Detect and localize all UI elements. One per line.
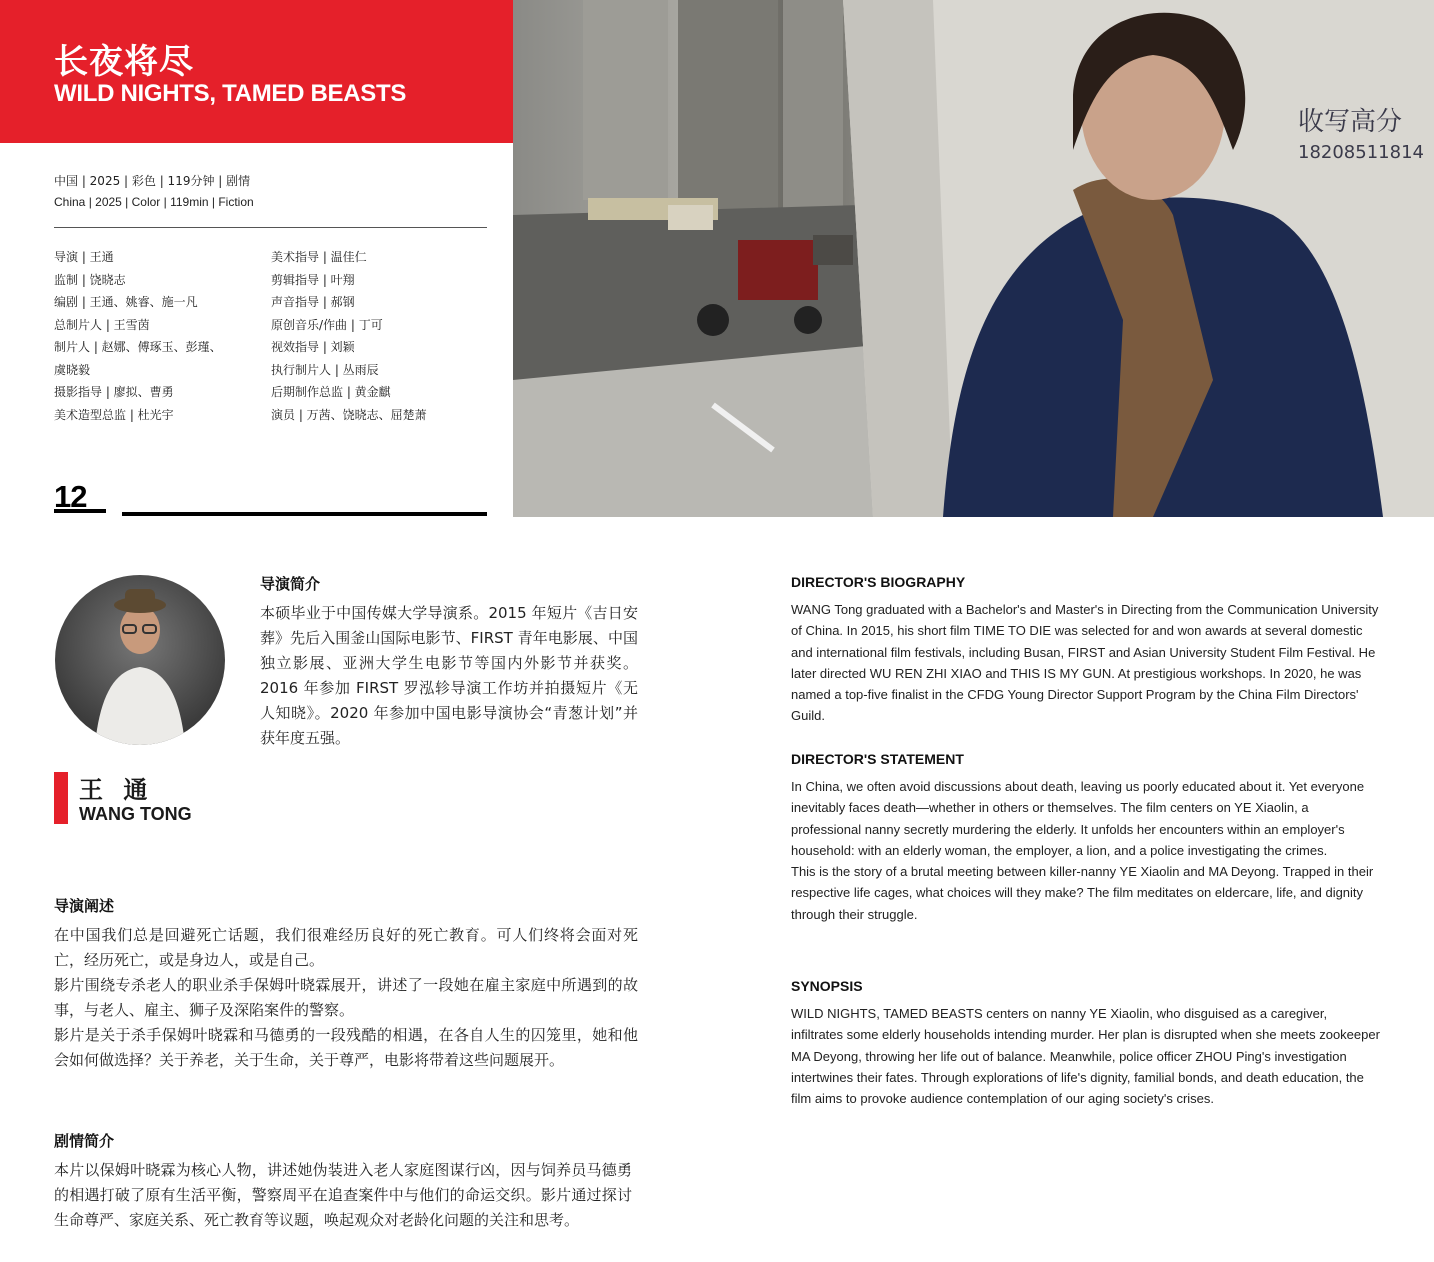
credit-line: 美术造型总监 | 杜光宇	[54, 407, 174, 422]
film-meta-en: China | 2025 | Color | 119min | Fiction	[54, 195, 254, 209]
credit-line: 执行制片人 | 丛雨辰	[271, 362, 379, 377]
synopsis-body-en: WILD NIGHTS, TAMED BEASTS centers on nanny YE Xiaolin, who disguised as a caregiver, infiltrates some elderly households intending murder. Her plan is disrupted when she meets zookeeper MA Deyong, throwing her life out of balance. Meanwhile, police officer ZHOU Ping's investigation intertwines their fates. Through explorations of life's dignity, familial bonds, and death education, the film aims to provoke audience contemplation of our aging society's crises.	[791, 1006, 1380, 1107]
credits-right	[271, 246, 501, 426]
credit-line: 美术指导 | 温佳仁	[271, 250, 367, 264]
film-title-en: WILD NIGHTS, TAMED BEASTS	[54, 80, 407, 107]
bio-heading-cn: 导演简介	[260, 575, 321, 593]
credit-line: 后期制作总监 | 黄金麒	[271, 385, 391, 399]
divider	[54, 227, 487, 228]
bio-body-en: WANG Tong graduated with a Bachelor's and Master's in Directing from the Communication University of China. In 2015, his short film TIME TO DIE was selected for and won awards at several domestic and international film festivals, including Busan, FIRST and Asian University Student Film Festival. He later directed WU REN ZHI XIAO and THIS IS MY GUN. At prestigious workshops. In 2020, he was named a top-five finalist in the CFDG Young Director Support Program by the China Film Directors' Guild.	[791, 602, 1379, 724]
statement-paragraph-en: In China, we often avoid discussions about death, leaving us poorly educated about it. Yet everyone inevitably faces death—whether in others or themselves. The film centers on YE Xiaolin, a professional nanny secretly murdering the elderly. It unfolds her encounters within an employer's household: with an elderly woman, the employer, a lion, and a police investigating the crimes.	[791, 779, 1365, 858]
film-title-cn: 长夜将尽	[54, 42, 194, 82]
page-number: 12	[54, 480, 106, 513]
statement-body-cn	[54, 923, 638, 1073]
synopsis-heading-cn: 剧情简介	[54, 1132, 115, 1150]
credits-left	[54, 246, 254, 426]
synopsis-body-cn: 本片以保姆叶晓霖为核心人物，讲述她伪装进入老人家庭图谋行凶，因与饲养员马德勇的相遇打破了原有生活平衡，警察周平在追查案件中与他们的命运交织。影片通过探讨生命尊严、家庭关系、死亡教育等议题，唤起观众对老龄化问题的关注和思考。	[54, 1161, 632, 1229]
credit-line: 编剧 | 王通、姚睿、施一凡	[54, 295, 198, 309]
credit-line: 虞晓毅	[54, 362, 91, 377]
director-name-en: WANG TONG	[79, 804, 192, 824]
credit-line: 原创音乐/作曲 | 丁可	[271, 317, 383, 332]
credit-line: 制片人 | 赵娜、傅琢玉、彭瑾、	[54, 340, 222, 354]
statement-paragraph-en: This is the story of a brutal meeting between killer-nanny YE Xiaolin and MA Deyong. Trapped in their respective life cages, what choices will they make? The film meditates on eldercare, life, and dignity through their struggle.	[791, 864, 1374, 922]
director-name-cn: 王 通	[79, 776, 154, 804]
wall-text-1: 收写高分	[1298, 107, 1403, 137]
synopsis-heading-en: SYNOPSIS	[791, 978, 863, 994]
statement-paragraph: 在中国我们总是回避死亡话题，我们很难经历良好的死亡教育。可人们终将会面对死亡，经历死亡，或是身边人，或是自己。	[54, 926, 638, 969]
portrait-illustration	[55, 575, 225, 745]
credit-line: 导演 | 王通	[54, 250, 114, 264]
name-accent-bar	[54, 772, 68, 824]
statement-paragraph: 影片是关于杀手保姆叶晓霖和马德勇的一段残酷的相遇，在各自人生的囚笼里，她和他会如何做选择？关于养老，关于生命，关于尊严，电影将带着这些问题展开。	[54, 1026, 638, 1069]
statement-heading-en: DIRECTOR'S STATEMENT	[791, 751, 964, 767]
film-still-illustration	[513, 0, 1434, 517]
credit-line: 视效指导 | 刘颖	[271, 340, 355, 354]
statement-body-en	[791, 776, 1381, 925]
title-block	[0, 0, 513, 143]
statement-heading-cn: 导演阐述	[54, 897, 115, 915]
credit-line: 演员 | 万茜、饶晓志、屈楚萧	[271, 407, 427, 422]
wall-text-2: 18208511814	[1298, 142, 1424, 163]
page-rule	[122, 512, 487, 516]
credit-line: 总制片人 | 王雪茵	[54, 317, 150, 332]
director-portrait	[55, 575, 225, 745]
statement-paragraph: 影片围绕专杀老人的职业杀手保姆叶晓霖展开，讲述了一段她在雇主家庭中所遇到的故事，与老人、雇主、狮子及深陷案件的警察。	[54, 976, 638, 1019]
credit-line: 声音指导 | 郝钢	[271, 295, 355, 309]
credit-line: 剪辑指导 | 叶翔	[271, 272, 355, 287]
bio-heading-en: DIRECTOR'S BIOGRAPHY	[791, 574, 966, 590]
film-still	[513, 0, 1434, 517]
film-meta-cn: 中国 | 2025 | 彩色 | 119分钟 | 剧情	[54, 174, 251, 188]
credit-line: 监制 | 饶晓志	[54, 272, 126, 287]
bio-body-cn: 本硕毕业于中国传媒大学导演系。2015 年短片《吉日安葬》先后入围釜山国际电影节、FIRST 青年电影展、中国独立影展、亚洲大学生电影节等国内外影节并获奖。2016 年参加 FIRST 罗泓轸导演工作坊并拍摄短片《无人知晓》。2020 年参加中国电影导演协会“青葱计划”并获年度五强。	[260, 604, 638, 747]
credit-line: 摄影指导 | 廖拟、曹勇	[54, 385, 174, 399]
